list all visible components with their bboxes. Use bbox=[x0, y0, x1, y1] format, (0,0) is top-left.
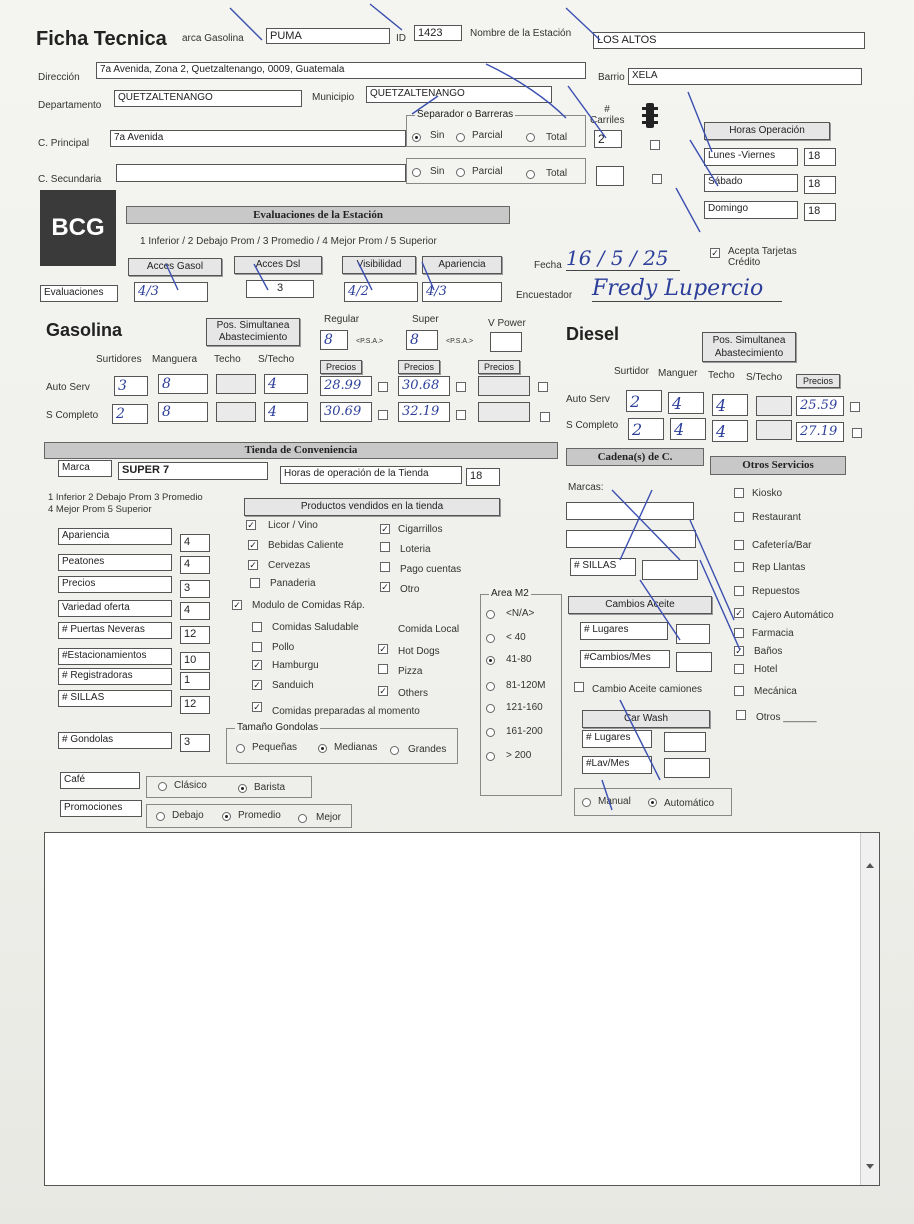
pen-stroke bbox=[422, 262, 434, 290]
acces-gasol-button[interactable]: Acces Gasol bbox=[128, 258, 222, 276]
pen-stroke bbox=[254, 264, 268, 290]
servicio-cajero-label: Cajero Automático bbox=[752, 610, 834, 621]
super-label: Super bbox=[412, 314, 439, 325]
direccion-field[interactable]: 7a Avenida, Zona 2, Quetzaltenango, 0009, Guatemala bbox=[96, 62, 586, 79]
evaluaciones-header: Evaluaciones de la Estación bbox=[126, 206, 510, 224]
gondolas-label: # Gondolas bbox=[58, 732, 172, 749]
rating-precios-field[interactable]: 3 bbox=[180, 580, 210, 598]
aceite-cambios-label: #Cambios/Mes bbox=[580, 650, 670, 668]
pen-stroke bbox=[690, 140, 718, 186]
rating-variedad-label: Variedad oferta bbox=[58, 600, 172, 617]
gondolas-field[interactable]: 3 bbox=[180, 734, 210, 752]
principal-field[interactable]: 7a Avenida bbox=[110, 130, 406, 147]
regular-label: Regular bbox=[324, 314, 360, 325]
area-161-200-label: 161-200 bbox=[506, 726, 543, 737]
pen-stroke bbox=[700, 560, 740, 650]
cadena-sillas-label: # SILLAS bbox=[570, 558, 636, 576]
servicio-repuestos-label: Repuestos bbox=[752, 586, 800, 597]
prod-licor-checkbox[interactable]: ✓ bbox=[247, 520, 255, 530]
pen-stroke bbox=[486, 64, 566, 118]
dsl-autoserv-techo[interactable]: 4 bbox=[712, 394, 748, 416]
gas-autoserv-stecho[interactable]: 4 bbox=[264, 374, 308, 394]
pen-stroke bbox=[612, 490, 680, 560]
barrio-field[interactable]: XELA bbox=[628, 68, 862, 85]
tienda-header: Tienda de Conveniencia bbox=[44, 442, 558, 459]
gondolas-pequenas-label: Pequeñas bbox=[252, 742, 298, 753]
comida-others-label: Others bbox=[398, 688, 429, 699]
comida-sanduich-checkbox[interactable]: ✓ bbox=[253, 680, 261, 690]
psa-regular-label: <P.S.A.> bbox=[356, 338, 384, 345]
servicio-banos-label: Baños bbox=[754, 646, 783, 657]
carwash-automatico-label: Automático bbox=[664, 798, 715, 809]
cafe-barista-label: Barista bbox=[254, 782, 286, 793]
encuestador-label: Encuestador bbox=[516, 290, 573, 301]
promociones-label: Promociones bbox=[60, 800, 142, 817]
gas-col-manguera: Manguera bbox=[152, 354, 198, 365]
rating-precios-label: Precios bbox=[58, 576, 172, 593]
comida-hotdogs-label: Hot Dogs bbox=[398, 646, 440, 657]
servicio-cafeteria-label: Cafetería/Bar bbox=[752, 540, 812, 551]
dsl-scompleto-surtidor[interactable]: 2 bbox=[628, 418, 664, 440]
gas-scompleto-super-price[interactable]: 32.19 bbox=[398, 402, 450, 422]
marca-field[interactable]: PUMA bbox=[266, 28, 390, 44]
area-lt40-label: < 40 bbox=[506, 632, 526, 643]
area-121-160-label: 121-160 bbox=[506, 702, 543, 713]
area-81-120-label: 81-120M bbox=[506, 680, 546, 691]
servicio-otros-label: Otros ______ bbox=[756, 712, 817, 723]
pen-stroke bbox=[690, 520, 734, 620]
pen-stroke bbox=[230, 8, 262, 40]
form-title: Ficha Tecnica bbox=[36, 28, 167, 50]
diesel-title: Diesel bbox=[566, 324, 620, 344]
rating-apariencia-field[interactable]: 4 bbox=[180, 534, 210, 552]
comida-pollo-label: Pollo bbox=[272, 642, 295, 653]
prod-otro-label: Otro bbox=[400, 584, 420, 595]
secundaria-sin-label: Sin bbox=[430, 166, 445, 177]
cambio-camiones-label: Cambio Aceite camiones bbox=[592, 684, 703, 695]
servicio-banos-checkbox[interactable]: ✓ bbox=[735, 646, 743, 656]
carriles-label: # Carriles bbox=[590, 104, 625, 126]
pen-stroke bbox=[620, 490, 652, 560]
psa-regular-field[interactable]: 8 bbox=[320, 330, 348, 350]
dsl-scompleto-label: S Completo bbox=[566, 420, 619, 431]
registradoras-field[interactable]: 1 bbox=[180, 672, 210, 690]
dsl-scompleto-manguer[interactable]: 4 bbox=[670, 418, 706, 440]
tienda-scale-1: 1 Inferior 2 Debajo Prom 3 Promedio bbox=[48, 492, 203, 503]
tienda-marca-field[interactable]: SUPER 7 bbox=[118, 462, 268, 480]
secundaria-total-label: Total bbox=[546, 168, 568, 179]
dsl-scompleto-price[interactable]: 27.19 bbox=[796, 422, 844, 442]
secundaria-parcial-label: Parcial bbox=[472, 166, 503, 177]
gasolina-pos-simultanea-button[interactable]: Pos. Simultanea Abastecimiento bbox=[206, 318, 300, 346]
servicio-restaurant-label: Restaurant bbox=[752, 512, 801, 523]
aceite-lugares-label: # Lugares bbox=[580, 622, 668, 640]
pen-stroke bbox=[676, 188, 700, 232]
eval-acces-gasol-field[interactable]: 4/3 bbox=[134, 282, 208, 302]
tienda-sillas-field[interactable]: 12 bbox=[180, 696, 210, 714]
pen-stroke bbox=[166, 264, 178, 290]
gas-scompleto-surtidores[interactable]: 2 bbox=[112, 404, 148, 424]
apariencia-button[interactable]: Apariencia bbox=[422, 256, 502, 274]
comidas-preparadas-label: Comidas preparadas al momento bbox=[272, 706, 420, 717]
diesel-pos-simultanea-button[interactable]: Pos. Simultanea Abastecimiento bbox=[702, 332, 796, 362]
area-41-80-label: 41-80 bbox=[506, 654, 532, 665]
tamano-gondolas-label: Tamaño Gondolas bbox=[237, 722, 319, 733]
comida-pizza-label: Pizza bbox=[398, 666, 423, 677]
id-field[interactable]: 1423 bbox=[414, 25, 462, 41]
tarjetas-checkbox[interactable]: ✓ bbox=[711, 248, 719, 258]
prod-cervezas-checkbox[interactable]: ✓ bbox=[249, 560, 257, 570]
hours-saturday-field[interactable]: 18 bbox=[804, 176, 836, 194]
gondolas-medianas-label: Medianas bbox=[334, 742, 378, 753]
gas-scompleto-stecho[interactable]: 4 bbox=[264, 402, 308, 422]
tienda-horas-field[interactable]: 18 bbox=[466, 468, 500, 486]
prod-cervezas-label: Cervezas bbox=[268, 560, 311, 571]
cadena-header: Cadena(s) de C. bbox=[566, 448, 704, 466]
gas-scompleto-regular-price[interactable]: 30.69 bbox=[320, 402, 372, 422]
prod-cigarrillos-label: Cigarrillos bbox=[398, 524, 443, 535]
pen-stroke bbox=[358, 262, 372, 290]
carwash-lav-label: #Lav/Mes bbox=[582, 756, 652, 774]
dsl-autoserv-surtidor[interactable]: 2 bbox=[626, 390, 662, 412]
tienda-scale-2: 4 Mejor Prom 5 Superior bbox=[48, 504, 152, 515]
registradoras-label: # Registradoras bbox=[58, 668, 172, 685]
rating-apariencia-label: Apariencia bbox=[58, 528, 172, 545]
servicio-cajero-checkbox[interactable]: ✓ bbox=[735, 608, 743, 618]
departamento-field[interactable]: QUETZALTENANGO bbox=[114, 90, 302, 107]
separador-label: Separador o Barreras bbox=[417, 109, 514, 120]
pen-stroke bbox=[620, 700, 660, 780]
pen-stroke bbox=[412, 96, 438, 114]
hours-sunday-field[interactable]: 18 bbox=[804, 203, 836, 221]
tienda-horas-label: Horas de operación de la Tienda bbox=[280, 466, 462, 484]
gas-scompleto-label: S Completo bbox=[46, 410, 99, 421]
hours-weekday-field[interactable]: 18 bbox=[804, 148, 836, 166]
horas-operacion-button[interactable]: Horas Operación bbox=[704, 122, 830, 140]
estacionamientos-field[interactable]: 10 bbox=[180, 652, 210, 670]
dsl-col-techo: Techo bbox=[708, 370, 735, 381]
puertas-neveras-field[interactable]: 12 bbox=[180, 626, 210, 644]
gas-autoserv-super-price[interactable]: 30.68 bbox=[398, 376, 450, 396]
tienda-marca-label: Marca bbox=[58, 460, 112, 477]
area-na-label: <N/A> bbox=[506, 608, 535, 619]
evaluaciones-scale: 1 Inferior / 2 Debajo Prom / 3 Promedio / 4 Mejor Prom / 5 Superior bbox=[140, 236, 437, 247]
comida-hamburgu-checkbox[interactable]: ✓ bbox=[253, 660, 261, 670]
pen-stroke bbox=[370, 4, 402, 30]
eval-acces-dsl-field[interactable]: 3 bbox=[246, 280, 314, 298]
dsl-autoserv-price[interactable]: 25.59 bbox=[796, 396, 844, 416]
municipio-label: Municipio bbox=[312, 92, 355, 103]
car-wash-button[interactable]: Car Wash bbox=[582, 710, 710, 728]
gas-autoserv-surtidores[interactable]: 3 bbox=[114, 376, 148, 396]
precios-super-button[interactable]: Precios bbox=[398, 360, 440, 374]
servicio-llantas-label: Rep Llantas bbox=[752, 562, 806, 573]
principal-total-label: Total bbox=[546, 132, 568, 143]
comida-local-label: Comida Local bbox=[398, 624, 460, 635]
dsl-precios-button[interactable]: Precios bbox=[796, 374, 840, 388]
prod-cigarrillos-checkbox[interactable]: ✓ bbox=[381, 524, 389, 534]
principal-label: C. Principal bbox=[38, 138, 90, 149]
tarjetas-label: Acepta Tarjetas Crédito bbox=[728, 246, 797, 268]
servicio-hotel-label: Hotel bbox=[754, 664, 778, 675]
pen-stroke bbox=[566, 8, 600, 40]
gondolas-grandes-label: Grandes bbox=[408, 744, 447, 755]
comida-sanduich-label: Sanduich bbox=[272, 680, 314, 691]
acces-dsl-button[interactable]: Acces Dsl bbox=[234, 256, 322, 274]
pen-stroke bbox=[568, 86, 606, 138]
gas-autoserv-manguera[interactable]: 8 bbox=[158, 374, 208, 394]
dsl-col-surtidor: Surtidor bbox=[614, 366, 650, 377]
prod-loteria-label: Loteria bbox=[400, 544, 431, 555]
fecha-label: Fecha bbox=[534, 260, 562, 271]
gas-col-surtidores: Surtidores bbox=[96, 354, 142, 365]
visibilidad-button[interactable]: Visibilidad bbox=[342, 256, 416, 274]
puertas-neveras-label: # Puertas Neveras bbox=[58, 622, 172, 639]
prod-bebidas-checkbox[interactable]: ✓ bbox=[249, 540, 257, 550]
cafe-label: Café bbox=[60, 772, 140, 789]
eval-visibilidad-field[interactable]: 4/2 bbox=[344, 282, 418, 302]
carwash-manual-label: Manual bbox=[598, 796, 631, 807]
comida-hamburgu-label: Hamburgu bbox=[272, 660, 319, 671]
barrio-label: Barrio bbox=[598, 72, 625, 83]
modulo-comidas-checkbox[interactable]: ✓ bbox=[233, 600, 241, 610]
prod-otro-checkbox[interactable]: ✓ bbox=[381, 582, 389, 592]
gas-col-techo: Techo bbox=[214, 354, 241, 365]
hours-saturday-label: Sábado bbox=[704, 174, 798, 192]
bcg-logo: BCG bbox=[40, 190, 116, 266]
dsl-autoserv-manguer[interactable]: 4 bbox=[668, 392, 704, 414]
secundaria-label: C. Secundaria bbox=[38, 174, 102, 185]
comida-others-checkbox[interactable]: ✓ bbox=[379, 686, 387, 696]
dsl-scompleto-techo[interactable]: 4 bbox=[712, 420, 748, 442]
principal-sin-label: Sin bbox=[430, 130, 445, 141]
carwash-lugares-label: # Lugares bbox=[582, 730, 652, 748]
gasolina-title: Gasolina bbox=[46, 320, 123, 340]
fecha-field[interactable]: 16 / 5 / 25 bbox=[566, 246, 680, 271]
pen-stroke bbox=[640, 580, 680, 640]
rating-variedad-field[interactable]: 4 bbox=[180, 602, 210, 620]
precios-regular-button[interactable]: Precios bbox=[320, 360, 362, 374]
gas-col-stecho: S/Techo bbox=[258, 354, 295, 365]
cafe-clasico-label: Clásico bbox=[174, 780, 207, 791]
gas-autoserv-label: Auto Serv bbox=[46, 382, 90, 393]
productos-vendidos-button[interactable]: Productos vendidos en la tienda bbox=[244, 498, 500, 516]
prod-licor-label: Licor / Vino bbox=[268, 520, 318, 531]
vpower-label: V Power bbox=[488, 318, 526, 329]
servicio-farmacia-label: Farmacia bbox=[752, 628, 794, 639]
nombre-label: Nombre de la Estación bbox=[470, 28, 572, 39]
prod-bebidas-label: Bebidas Caliente bbox=[268, 540, 344, 551]
id-label: ID bbox=[396, 33, 406, 44]
prod-panaderia-label: Panaderia bbox=[270, 578, 316, 589]
encuestador-field[interactable]: Fredy Lupercio bbox=[592, 276, 782, 302]
area-label: Area M2 bbox=[491, 588, 529, 599]
cambios-aceite-button[interactable]: Cambios Aceite bbox=[568, 596, 712, 614]
marca-label: arca Gasolina bbox=[182, 33, 244, 44]
servicio-mecanica-label: Mecánica bbox=[754, 686, 797, 697]
psa-super-field[interactable]: 8 bbox=[406, 330, 438, 350]
dsl-col-manguer: Manguer bbox=[658, 368, 698, 379]
promo-debajo-label: Debajo bbox=[172, 810, 204, 821]
modulo-comidas-label: Modulo de Comidas Ráp. bbox=[252, 600, 365, 611]
municipio-field[interactable]: QUETZALTENANGO bbox=[366, 86, 552, 103]
otros-servicios-header: Otros Servicios bbox=[710, 456, 846, 475]
promo-mejor-label: Mejor bbox=[316, 812, 342, 823]
carriles-principal-field[interactable]: 2 bbox=[594, 130, 622, 148]
psa-super-label: <P.S.A.> bbox=[446, 338, 474, 345]
principal-parcial-label: Parcial bbox=[472, 130, 503, 141]
gas-autoserv-regular-price[interactable]: 28.99 bbox=[320, 376, 372, 396]
gas-scompleto-manguera[interactable]: 8 bbox=[158, 402, 208, 422]
direccion-label: Dirección bbox=[38, 72, 80, 83]
comidas-preparadas-checkbox[interactable]: ✓ bbox=[253, 702, 261, 712]
prod-pago-label: Pago cuentas bbox=[400, 564, 462, 575]
eval-apariencia-field[interactable]: 4/3 bbox=[422, 282, 502, 302]
rating-peatones-label: Peatones bbox=[58, 554, 172, 571]
dsl-autoserv-label: Auto Serv bbox=[566, 394, 610, 405]
servicio-kiosko-label: Kiosko bbox=[752, 488, 783, 499]
marcas-label: Marcas: bbox=[568, 482, 604, 493]
dsl-col-stecho: S/Techo bbox=[746, 372, 783, 383]
nombre-field[interactable]: LOS ALTOS bbox=[593, 32, 865, 49]
promo-promedio-label: Promedio bbox=[238, 810, 281, 821]
departamento-label: Departamento bbox=[38, 100, 102, 111]
hours-weekday-label: Lunes -Viernes bbox=[704, 148, 798, 166]
tienda-sillas-label: # SILLAS bbox=[58, 690, 172, 707]
comida-saludable-label: Comidas Saludable bbox=[272, 622, 359, 633]
evaluaciones-row-label: Evaluaciones bbox=[40, 285, 118, 302]
rating-peatones-field[interactable]: 4 bbox=[180, 556, 210, 574]
comida-hotdogs-checkbox[interactable]: ✓ bbox=[379, 644, 387, 654]
pen-stroke bbox=[602, 780, 612, 810]
precios-vpower-button[interactable]: Precios bbox=[478, 360, 520, 374]
estacionamientos-label: #Estacionamientos bbox=[58, 648, 172, 665]
area-gt200-label: > 200 bbox=[506, 750, 532, 761]
hours-sunday-label: Domingo bbox=[704, 201, 798, 219]
